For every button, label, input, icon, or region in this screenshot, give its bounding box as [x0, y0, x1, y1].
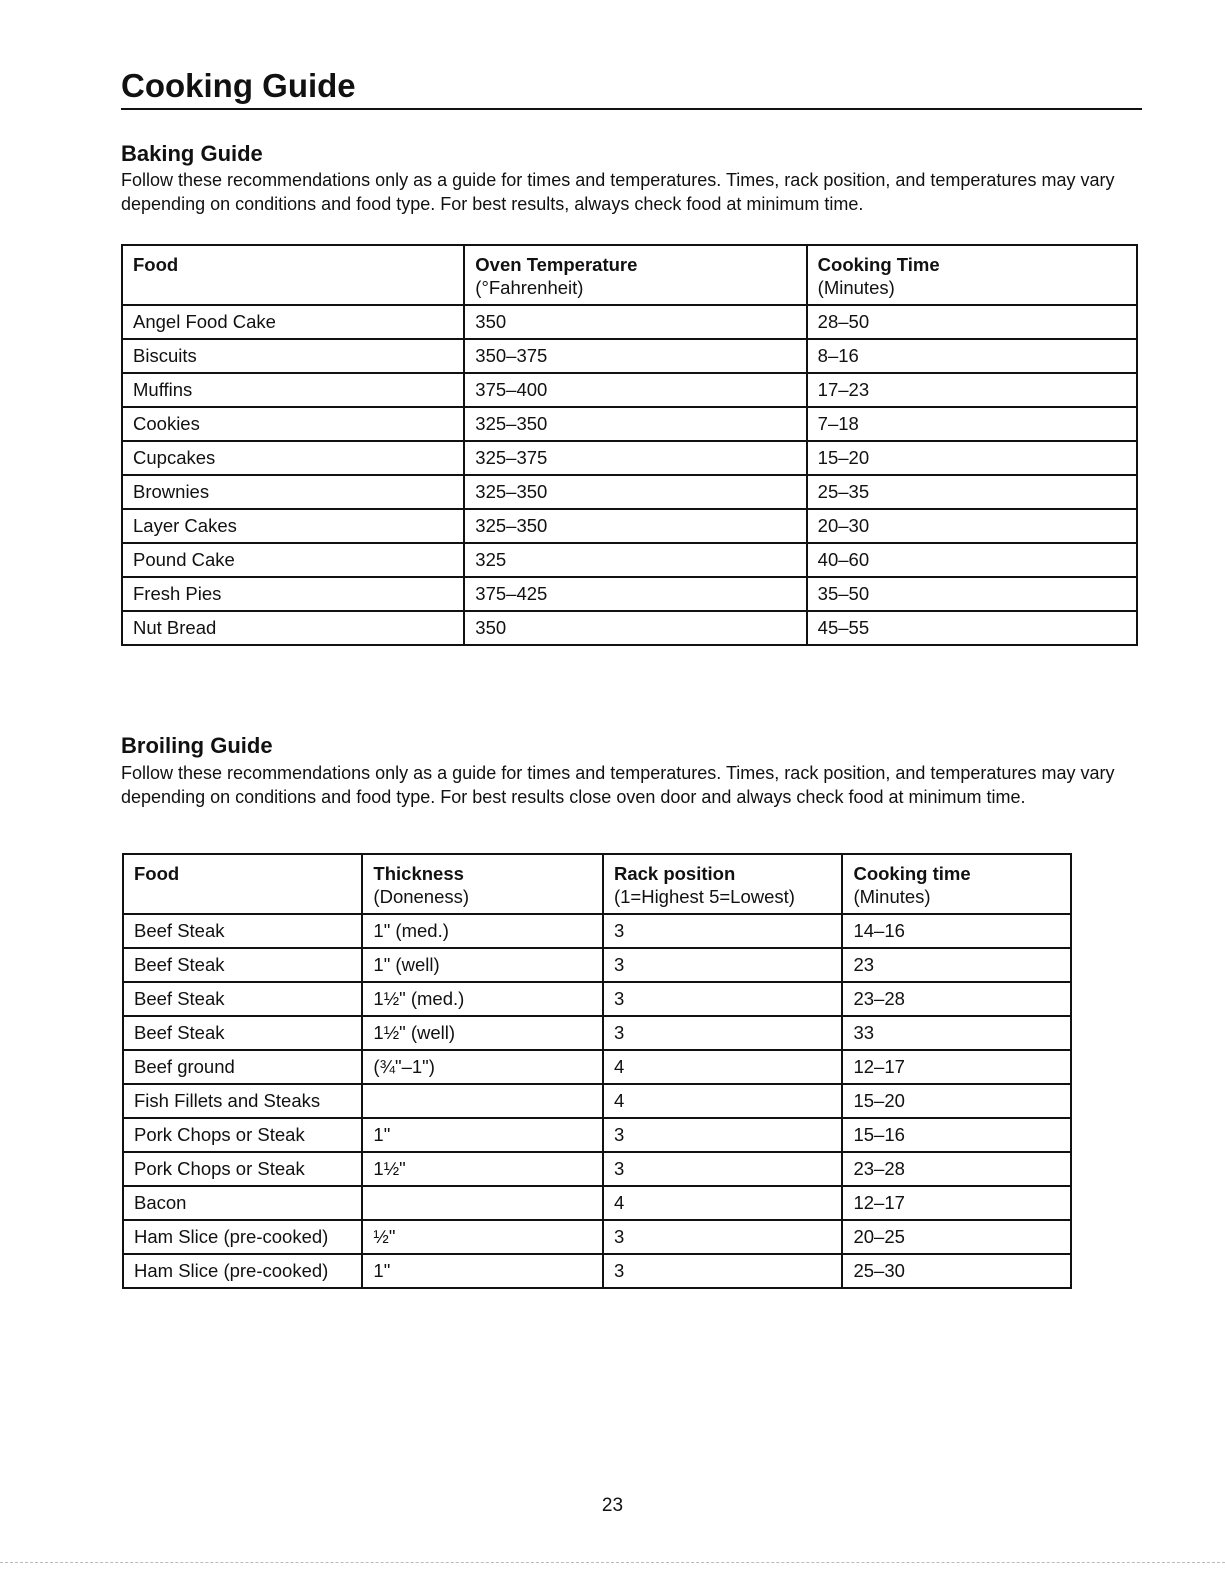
table-row: [123, 1118, 1071, 1152]
table-cell: 375–400: [464, 373, 806, 407]
table-cell: [362, 1084, 603, 1118]
table-row: [122, 441, 1137, 475]
table-cell: 1½" (med.): [362, 982, 603, 1016]
table-row: [123, 1220, 1071, 1254]
table-cell: 3: [603, 914, 843, 948]
table-row: [123, 914, 1071, 948]
table-cell: 45–55: [807, 611, 1137, 645]
table-row: [123, 1050, 1071, 1084]
table-cell: 25–30: [842, 1254, 1071, 1288]
table-row: [123, 1084, 1071, 1118]
column-header-title: Cooking Time: [817, 254, 940, 275]
table-cell: 28–50: [807, 305, 1137, 339]
table-cell: 3: [603, 1118, 843, 1152]
divider: [0, 1562, 1225, 1563]
table-cell: Beef Steak: [123, 914, 362, 948]
table-row: [123, 1016, 1071, 1050]
table-cell: Bacon: [123, 1186, 362, 1220]
column-header: [842, 854, 1071, 914]
table-cell: 3: [603, 1016, 843, 1050]
column-header: [122, 245, 464, 305]
page-number: 23: [601, 1495, 624, 1516]
baking-table: [121, 244, 1138, 646]
column-header-title: Cooking time: [853, 863, 971, 884]
column-header: [362, 854, 603, 914]
table-cell: Biscuits: [122, 339, 464, 373]
table-cell: Cookies: [122, 407, 464, 441]
table-cell: 1½" (well): [362, 1016, 603, 1050]
table-cell: Ham Slice (pre-cooked): [123, 1254, 362, 1288]
column-header: [464, 245, 806, 305]
table-cell: 8–16: [807, 339, 1137, 373]
baking-header-row: [122, 245, 1137, 305]
table-cell: 3: [603, 1254, 843, 1288]
column-header-title: Thickness: [373, 863, 464, 884]
column-header-title: Food: [134, 863, 180, 884]
column-header-title: Rack position: [613, 863, 736, 884]
table-cell: 375–425: [464, 577, 806, 611]
table-cell: 14–16: [842, 914, 1071, 948]
table-cell: 1": [362, 1118, 603, 1152]
table-cell: 325: [464, 543, 806, 577]
table-cell: 17–23: [807, 373, 1137, 407]
table-cell: Beef Steak: [123, 948, 362, 982]
table-cell: 15–20: [807, 441, 1137, 475]
table-cell: Pork Chops or Steak: [123, 1152, 362, 1186]
table-cell: Brownies: [122, 475, 464, 509]
table-row: [122, 339, 1137, 373]
table-cell: Beef Steak: [123, 982, 362, 1016]
baking-guide-intro: Follow these recommendations only as a guide for times and temperatures. Times, rack position, and temperatures may vary depending on conditions and food type. For best results, always check food at minimum time.: [121, 170, 1115, 214]
table-cell: 1½": [362, 1152, 603, 1186]
table-row: [123, 1186, 1071, 1220]
table-cell: 12–17: [842, 1186, 1071, 1220]
table-cell: Cupcakes: [122, 441, 464, 475]
column-header-unit: (°Fahrenheit): [475, 277, 584, 298]
table-row: [122, 543, 1137, 577]
table-cell: Fish Fillets and Steaks: [123, 1084, 362, 1118]
table-row: [122, 577, 1137, 611]
table-cell: Muffins: [122, 373, 464, 407]
table-cell: Ham Slice (pre-cooked): [123, 1220, 362, 1254]
column-header: [807, 245, 1137, 305]
table-cell: 3: [603, 948, 843, 982]
table-cell: Pork Chops or Steak: [123, 1118, 362, 1152]
table-cell: Layer Cakes: [122, 509, 464, 543]
table-cell: 3: [603, 1220, 843, 1254]
table-cell: 23–28: [842, 982, 1071, 1016]
table-cell: 23: [842, 948, 1071, 982]
table-cell: (¾"–1"): [362, 1050, 603, 1084]
table-cell: 20–30: [807, 509, 1137, 543]
column-header-unit: (1=Highest 5=Lowest): [613, 886, 795, 907]
table-cell: 15–16: [842, 1118, 1071, 1152]
table-cell: 350: [464, 611, 806, 645]
table-row: [122, 407, 1137, 441]
table-cell: 3: [603, 1152, 843, 1186]
table-cell: [362, 1186, 603, 1220]
column-header-unit: (Minutes): [817, 277, 895, 298]
column-header-title: Oven Temperature: [475, 254, 638, 275]
table-cell: 325–375: [464, 441, 806, 475]
table-cell: Nut Bread: [122, 611, 464, 645]
table-row: [122, 509, 1137, 543]
table-cell: 20–25: [842, 1220, 1071, 1254]
table-cell: ½": [362, 1220, 603, 1254]
table-cell: Angel Food Cake: [122, 305, 464, 339]
table-cell: 15–20: [842, 1084, 1071, 1118]
table-row: [122, 373, 1137, 407]
table-cell: 1" (med.): [362, 914, 603, 948]
table-cell: 350–375: [464, 339, 806, 373]
table-row: [123, 1254, 1071, 1288]
table-cell: 350: [464, 305, 806, 339]
table-cell: 7–18: [807, 407, 1137, 441]
table-cell: 325–350: [464, 509, 806, 543]
table-cell: 1" (well): [362, 948, 603, 982]
table-cell: 40–60: [807, 543, 1137, 577]
table-row: [123, 948, 1071, 982]
broiling-guide-heading: Broiling Guide: [121, 733, 273, 758]
table-cell: Beef ground: [123, 1050, 362, 1084]
column-header-unit: (Doneness): [373, 886, 470, 907]
table-cell: 4: [603, 1050, 843, 1084]
table-cell: 12–17: [842, 1050, 1071, 1084]
column-header: [123, 854, 362, 914]
column-header-title: Food: [133, 254, 179, 275]
table-cell: 325–350: [464, 475, 806, 509]
table-cell: 25–35: [807, 475, 1137, 509]
broiling-table: [122, 853, 1072, 1289]
table-row: [123, 1152, 1071, 1186]
table-cell: 4: [603, 1084, 843, 1118]
table-row: [122, 305, 1137, 339]
column-header-unit: (Minutes): [853, 886, 931, 907]
table-cell: 33: [842, 1016, 1071, 1050]
table-cell: 325–350: [464, 407, 806, 441]
broiling-guide-intro: Follow these recommendations only as a guide for times and temperatures. Times, rack position, and temperatures may vary depending on conditions and food type. For best results close oven door and always check food at minimum time.: [121, 763, 1115, 807]
table-cell: Fresh Pies: [122, 577, 464, 611]
table-cell: Pound Cake: [122, 543, 464, 577]
broiling-header-row: [123, 854, 1071, 914]
table-cell: 35–50: [807, 577, 1137, 611]
column-header: [603, 854, 843, 914]
table-cell: 23–28: [842, 1152, 1071, 1186]
table-row: [122, 475, 1137, 509]
table-row: [123, 982, 1071, 1016]
page-title: Cooking Guide: [121, 66, 1142, 110]
table-cell: 1": [362, 1254, 603, 1288]
table-cell: 4: [603, 1186, 843, 1220]
table-cell: 3: [603, 982, 843, 1016]
table-cell: Beef Steak: [123, 1016, 362, 1050]
table-row: [122, 611, 1137, 645]
baking-guide-heading: Baking Guide: [121, 141, 263, 166]
